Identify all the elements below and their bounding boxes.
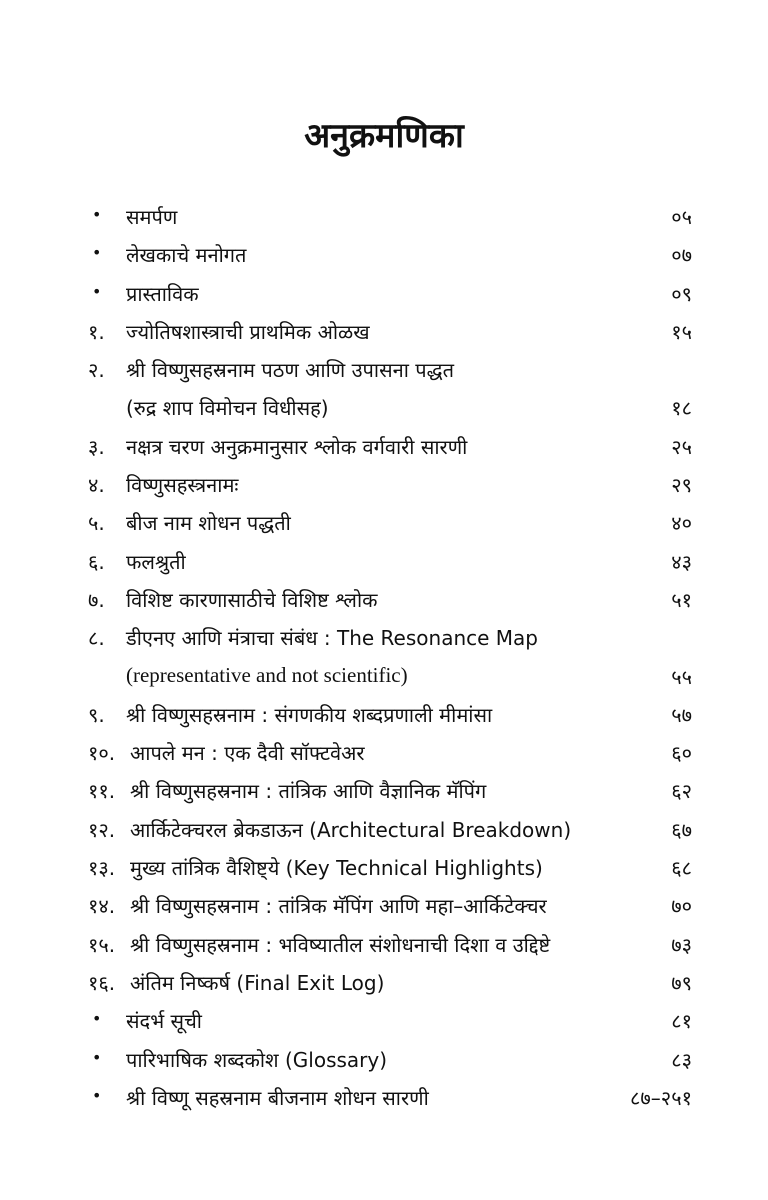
page-number: ६८ — [671, 856, 692, 881]
page-number: ५७ — [671, 702, 692, 727]
toc-entry — [0, 886, 768, 924]
toc-entry — [0, 1001, 768, 1039]
page-number: ७३ — [671, 932, 692, 957]
page-number: ८१ — [671, 1009, 692, 1034]
chapter-number: १२. — [88, 817, 116, 842]
entry-title: विशिष्ट कारणासाठीचे विशिष्ट श्लोक — [126, 587, 378, 612]
entry-title: श्री विष्णुसहस्रनाम : तांत्रिक मॅपिंग आणि महा–आर्किटेक्चर — [130, 894, 547, 919]
toc-entry — [0, 618, 768, 656]
chapter-number: ९. — [88, 702, 105, 727]
page-number: ८७–२५१ — [630, 1085, 692, 1110]
chapter-number: ७. — [88, 587, 105, 612]
chapter-number: ८. — [88, 626, 105, 651]
toc-entry — [0, 312, 768, 350]
entry-title: (representative and not scientific) — [126, 662, 408, 687]
bullet-marker: • — [92, 281, 102, 301]
page-number: ०९ — [671, 281, 692, 306]
page-number: ४३ — [671, 549, 692, 574]
toc-entry — [0, 350, 768, 388]
toc-entry — [0, 963, 768, 1001]
toc-entry — [0, 925, 768, 963]
bullet-marker: • — [92, 1085, 102, 1105]
chapter-number: १५. — [88, 932, 116, 957]
entry-title: श्री विष्णुसहस्रनाम : संगणकीय शब्दप्रणाली मीमांसा — [126, 702, 493, 727]
entry-title: आपले मन : एक दैवी सॉफ्टवेअर — [130, 741, 365, 766]
toc-entry — [0, 771, 768, 809]
toc-entry — [0, 235, 768, 273]
entry-title: ज्योतिषशास्त्राची प्राथमिक ओळख — [126, 319, 370, 344]
entry-title: अंतिम निष्कर्ष (Final Exit Log) — [130, 970, 385, 995]
entry-title: बीज नाम शोधन पद्धती — [126, 511, 291, 536]
toc-entry — [0, 503, 768, 541]
chapter-number: १४. — [88, 894, 116, 919]
toc-entry — [0, 810, 768, 848]
page-number: ५५ — [671, 664, 692, 689]
bullet-marker: • — [92, 1009, 102, 1029]
toc-entry — [0, 388, 768, 426]
page-title: अनुक्रमणिका — [304, 116, 464, 156]
page-number: १५ — [671, 319, 692, 344]
bullet-marker: • — [92, 1047, 102, 1067]
toc-entry — [0, 848, 768, 886]
toc-entry — [0, 733, 768, 771]
toc-list — [0, 197, 768, 1116]
chapter-number: १०. — [88, 741, 116, 766]
entry-title: मुख्य तांत्रिक वैशिष्ट्ये (Key Technical Highlights) — [130, 856, 543, 881]
toc-entry — [0, 1040, 768, 1078]
entry-title: श्री विष्णू सहस्रनाम बीजनाम शोधन सारणी — [126, 1085, 429, 1110]
page-number: ६२ — [671, 779, 692, 804]
entry-title: प्रास्ताविक — [126, 281, 199, 306]
entry-title: श्री विष्णुसहस्रनाम : तांत्रिक आणि वैज्ञानिक मॅपिंग — [130, 779, 487, 804]
entry-title: (रुद्र शाप विमोचन विधीसह) — [126, 396, 329, 421]
page-number: ६७ — [671, 817, 692, 842]
page-number: ०७ — [671, 243, 692, 268]
page-number: ०५ — [671, 205, 692, 229]
chapter-number: १३. — [88, 856, 116, 881]
chapter-number: ११. — [88, 779, 116, 804]
page-number: ६० — [671, 741, 692, 766]
toc-entry — [0, 580, 768, 618]
bullet-marker: • — [92, 205, 102, 224]
toc-entry — [0, 695, 768, 733]
entry-title: विष्णुसहस्त्रनामः — [126, 473, 239, 498]
entry-title: पारिभाषिक शब्दकोश (Glossary) — [126, 1047, 388, 1072]
entry-title: डीएनए आणि मंत्राचा संबंध : The Resonance Map — [126, 626, 538, 651]
toc-entry — [0, 274, 768, 312]
page-number: ८३ — [671, 1047, 692, 1072]
page-number: ५१ — [671, 587, 692, 612]
entry-title: समर्पण — [126, 205, 178, 229]
page-number: २५ — [671, 434, 692, 459]
toc-entry — [0, 542, 768, 580]
entry-title: श्री विष्णुसहस्रनाम पठण आणि उपासना पद्धत — [126, 358, 454, 383]
toc-entry — [0, 197, 768, 235]
entry-title: नक्षत्र चरण अनुक्रमानुसार श्लोक वर्गवारी सारणी — [126, 434, 468, 459]
entry-title: फलश्रुती — [126, 549, 186, 574]
toc-entry — [0, 1078, 768, 1116]
entry-title: श्री विष्णुसहस्रनाम : भविष्यातील संशोधनाची दिशा व उद्दिष्टे — [130, 932, 551, 957]
entry-title: संदर्भ सूची — [126, 1009, 202, 1034]
chapter-number: ६. — [88, 549, 105, 574]
page-number: २९ — [671, 473, 692, 498]
entry-title: आर्किटेक्चरल ब्रेकडाऊन (Architectural Breakdown) — [130, 817, 572, 842]
entry-title: लेखकाचे मनोगत — [126, 243, 247, 268]
chapter-number: २. — [88, 358, 105, 383]
chapter-number: १६. — [88, 970, 116, 995]
toc-entry — [0, 427, 768, 465]
chapter-number: ५. — [88, 511, 105, 536]
bullet-marker: • — [92, 243, 102, 263]
chapter-number: ३. — [88, 434, 105, 459]
toc-entry — [0, 657, 768, 695]
toc-entry — [0, 465, 768, 503]
page-number: ४० — [671, 511, 692, 536]
chapter-number: १. — [88, 319, 105, 344]
page-number: १८ — [671, 396, 692, 421]
page-number: ७९ — [671, 970, 692, 995]
chapter-number: ४. — [88, 473, 105, 498]
page-number: ७० — [671, 894, 692, 919]
